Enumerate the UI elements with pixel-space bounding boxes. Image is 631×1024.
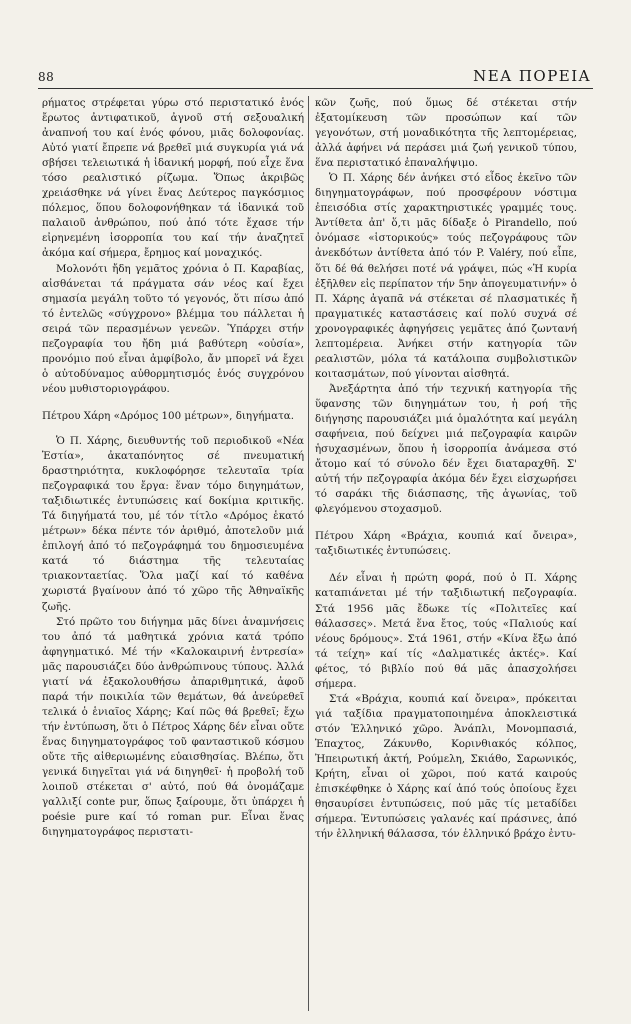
column-divider: [308, 96, 309, 1011]
left-paragraph-2: Μολονότι ἤδη γεμᾶτος χρόνια ὁ Π. Καραβίας, αἰσθάνεται τά πράγματα σάν νέος καί ἔχει σημασία μεγάλη τοῦτο τό γεγονός, ὅτι πίσω ἀπό τό ἐντελῶς «σύγχρονο» βλέμμα του πάλλεται ἡ σειρά τῶν περασμένων γενεῶν. Ὑπάρχει στήν πεζογραφία του ἤδη μιά βαθύτερη «οὐσία», προνόμιο πού εἶναι ἀμφίβολο, ἄν μπορεῖ νά ἔχει ὁ αὐτοδύναμος αὐθορμητισμός ἑνός συγχρόνου νέου μυθιστοριογράφου.: [42, 262, 304, 395]
right-paragraph-3: Ἀνεξάρτητα ἀπό τήν τεχνική κατηγορία τῆς ὕφανσης τῶν διηγημάτων του, ἡ ροή τῆς διήγησης παρουσιάζει μιά ὁμαλότητα καί μεγάλη σαφήνεια, πού δείχνει μιά πεζογραφία καιρῶν ἡσυχασμένων, ὅπου ἡ ἰσορροπία ἀνάμεσα στό ἄτομο καί τό σύνολο δέν ἔχει διαταραχθῆ. Σ' αὐτή τήν πεζογραφία ἀκόμα δέν ἔχει εἰσχωρήσει τό σαράκι τῆς διάσπασης, τῆς ἀγωνίας, τοῦ φλεγόμενου στοχασμοῦ.: [315, 382, 577, 516]
right-column: [315, 96, 577, 842]
left-paragraph-4: Στό πρῶτο του διήγημα μᾶς δίνει ἀναμνήσεις του ἀπό τά μαθητικά χρόνια κατά τρόπο ἀφηγηματικό. Μέ τήν «Καλοκαιρινή ἐντρεσία» μᾶς παρουσιάζει δύο ἀνθρώπινους τύπους. Ἀλλά γιατί νά ἐξακολουθήσω ἀπαριθμητικά, ἀφοῦ παρά τήν ποικιλία τῶν θεμάτων, θά ἀνεύρεθεῖ τελικά ὁ ἑνιαῖος Χάρης; Καί πῶς θά βρεθεῖ; ἔχω τήν ἐντύπωση, ὅτι ὁ Πέτρος Χάρης δέν εἶναι οὔτε ἕνας διηγηματογράφος τοῦ φανταστικοῦ κόσμου οὔτε τῆς αἰθεριωμένης εὐαισθησίας. Βλέπω, ὅτι γενικά διηγεῖται γιά νά διηγηθεῖ· ἡ προβολή τοῦ λοιποῦ στέκεται σ' αὐτό, πού θά ὀνομάζαμε γαλλιξί conte pur, ὅπως ξαίρουμε, ὅτι ὑπάρχει ἡ poésie pure καί τό roman pur. Εἶναι ἕνας διηγηματογράφος περιστατι-: [42, 615, 304, 839]
right-paragraph-1: κῶν ζωῆς, πού ὅμως δέ στέκεται στήν ἐξατομίκευση τῶν προσώπων καί τῶν γεγονότων, στή μοναδικότητα τῆς λεπτομέρειας, ἀλλά ἀφήνει νά περάσει μιά ζωή γενικοῦ τύπου, ἕνα περιστατικό ἐπαναλήψιμο.: [315, 97, 577, 170]
right-paragraph-4: Δέν εἶναι ἡ πρώτη φορά, πού ὁ Π. Χάρης καταπιάνεται μέ τήν ταξιδιωτική πεζογραφία. Στά 1956 μᾶς ἔδωκε τίς «Πολιτεῖες καί θάλασσες». Μετά ἕνα ἔτος, τούς «Παλιούς καί νέους δρόμους». Στά 1961, στήν «Κίνα ἔξω ἀπό τά τείχη» καί τίς «Δαλματικές ἀκτές». Καί φέτος, τό βιβλίο πού θά μᾶς ἀπασχολήσει σήμερα.: [315, 572, 577, 690]
left-paragraph-3: Ὁ Π. Χάρης, διευθυντής τοῦ περιοδικοῦ «Νέα Ἑστία», ἀκαταπόνητος σέ πνευματική δραστηριότητα, κυκλοφόρησε τελευταῖα τρία πεζογραφικά του ἔργα: ἕναν τόμο διηγημάτων, ταξιδιωτικές ἐντυπώσεις καί δοκίμια κριτικῆς. Τά διηγήματά του, μέ τόν τίτλο «Δρόμος ἑκατό μέτρων» δέκα πέντε τόν ἀριθμό, ἀποτελοῦν μιά ἐπιλογή ἀπό τό πεζογράφημά του δημοσιευμένα κατά τό διάστημα τῆς τελευταίας τριακονταετίας. Ὅλα μαζί καί τό καθένα χωριστά βγαίνουν ἀπό τό χῶρο τῆς Ἀθηναϊκῆς ζωῆς.: [42, 434, 304, 613]
right-paragraph-2: Ὁ Π. Χάρης δέν ἀνήκει στό εἶδος ἐκεῖνο τῶν διηγηματογράφων, πού προσφέρουν νόστιμα ἐπεισόδια στίς χαρακτηριστικές γραμμές τους. Ἀντίθετα ἀπ' ὅ,τι μᾶς δίδαξε ὁ Pirandello, πού ὀνόμασε «ἱστορικούς» τούς πεζογράφους τῶν ἀνεκδότων ἀντίθετα ἀπό τόν P. Valéry, πού εἶπε, ὅτι δέ θά θελήσει ποτέ νά γράψει, πώς «Ἡ κυρία ἐξῆλθεν εἰς περίπατον τήν 5ην ἀπογευματινήν» ὁ Π. Χάρης ἀγαπᾶ νά στέκεται σέ πλασματικές ἤ πραγματικές καταστάσεις καί πολύ συχνά σέ χρονογραφικές ἀφηγήσεις γεμᾶτες ἀπό ζωντανή λεπτομέρεια. Ἀνήκει στήν κατηγορία τῶν ρεαλιστῶν, μόλα τά κατάλοιπα συμβολιστικῶν κοιτασμάτων, πού γίνονται αἰσθητά.: [315, 172, 577, 380]
left-paragraph-1: ρήματος στρέφεται γύρω στό περιστατικό ἑνός ἔρωτος ἀντιφατικοῦ, ἀγνοῦ στή σεξουαλική ἀναπνοή του καί ἑνός φόνου, μιᾶς δολοφονίας. Αὐτό γιατί ἔπρεπε νά βρεθεῖ μιά συγκυρία γιά νά σβήσει τελειωτικά ἡ ἰδανική μορφή, πού εἶχε ἕνα τόσο ρεαλιστικό ρίζωμα. Ὅπως ἀκριβῶς χρειάσθηκε νά γίνει ἕνας Δεύτερος παγκόσμιος πόλεμος, ὅπου δολοφονήθηκαν τά ἰδανικά τοῦ παλαιοῦ ἀνθρώπου, πού ἀπό τότε ἔχασε τήν εἰρηνεμένη ἰσορροπία του καί τήν ἀναζητεῖ ἀκόμα καί σήμερα, ἔρημος καί μοναχικός.: [42, 97, 304, 260]
left-column: [42, 96, 304, 840]
review-heading-2: Πέτρου Χάρη «Βράχια, κουπιά καί ὄνειρα», ταξιδιωτικές ἐντυπώσεις.: [315, 530, 577, 558]
review-heading-1: Πέτρου Χάρη «Δρόμος 100 μέτρων», διηγήματα.: [42, 409, 294, 422]
header-rule: [38, 88, 593, 89]
right-paragraph-5: Στά «Βράχια, κουπιά καί ὄνειρα», πρόκειται γιά ταξίδια πραγματοποιημένα ἀποκλειστικά στόν Ἑλληνικό χῶρο. Ἀνάπλι, Μονομπασιά, Ἑπαχτος, Ζάκυνθο, Κορινθιακός κόλπος, Ἠπειρωτική ἀκτή, Ρούμελη, Σκιάθο, Σαρωνικός, Κρήτη, εἶναι οἱ χῶροι, πού κατά καιρούς ἐπισκέφθηκε ὁ Χάρης καί ἀπό τούς ὁποίους ἔχει θησαυρίσει ἐντυπώσεις, πού μᾶς τίς μεταδίδει σήμερα. Ἐντυπώσεις γαλανές καί πράσινες, ἀπό τήν ἑλληνική θάλασσα, τόν ἑλληνικό βράχο ἐντυ-: [315, 692, 577, 841]
page-number: 88: [38, 70, 55, 84]
running-head: ΝΕΑ ΠΟΡΕΙΑ: [473, 67, 591, 85]
